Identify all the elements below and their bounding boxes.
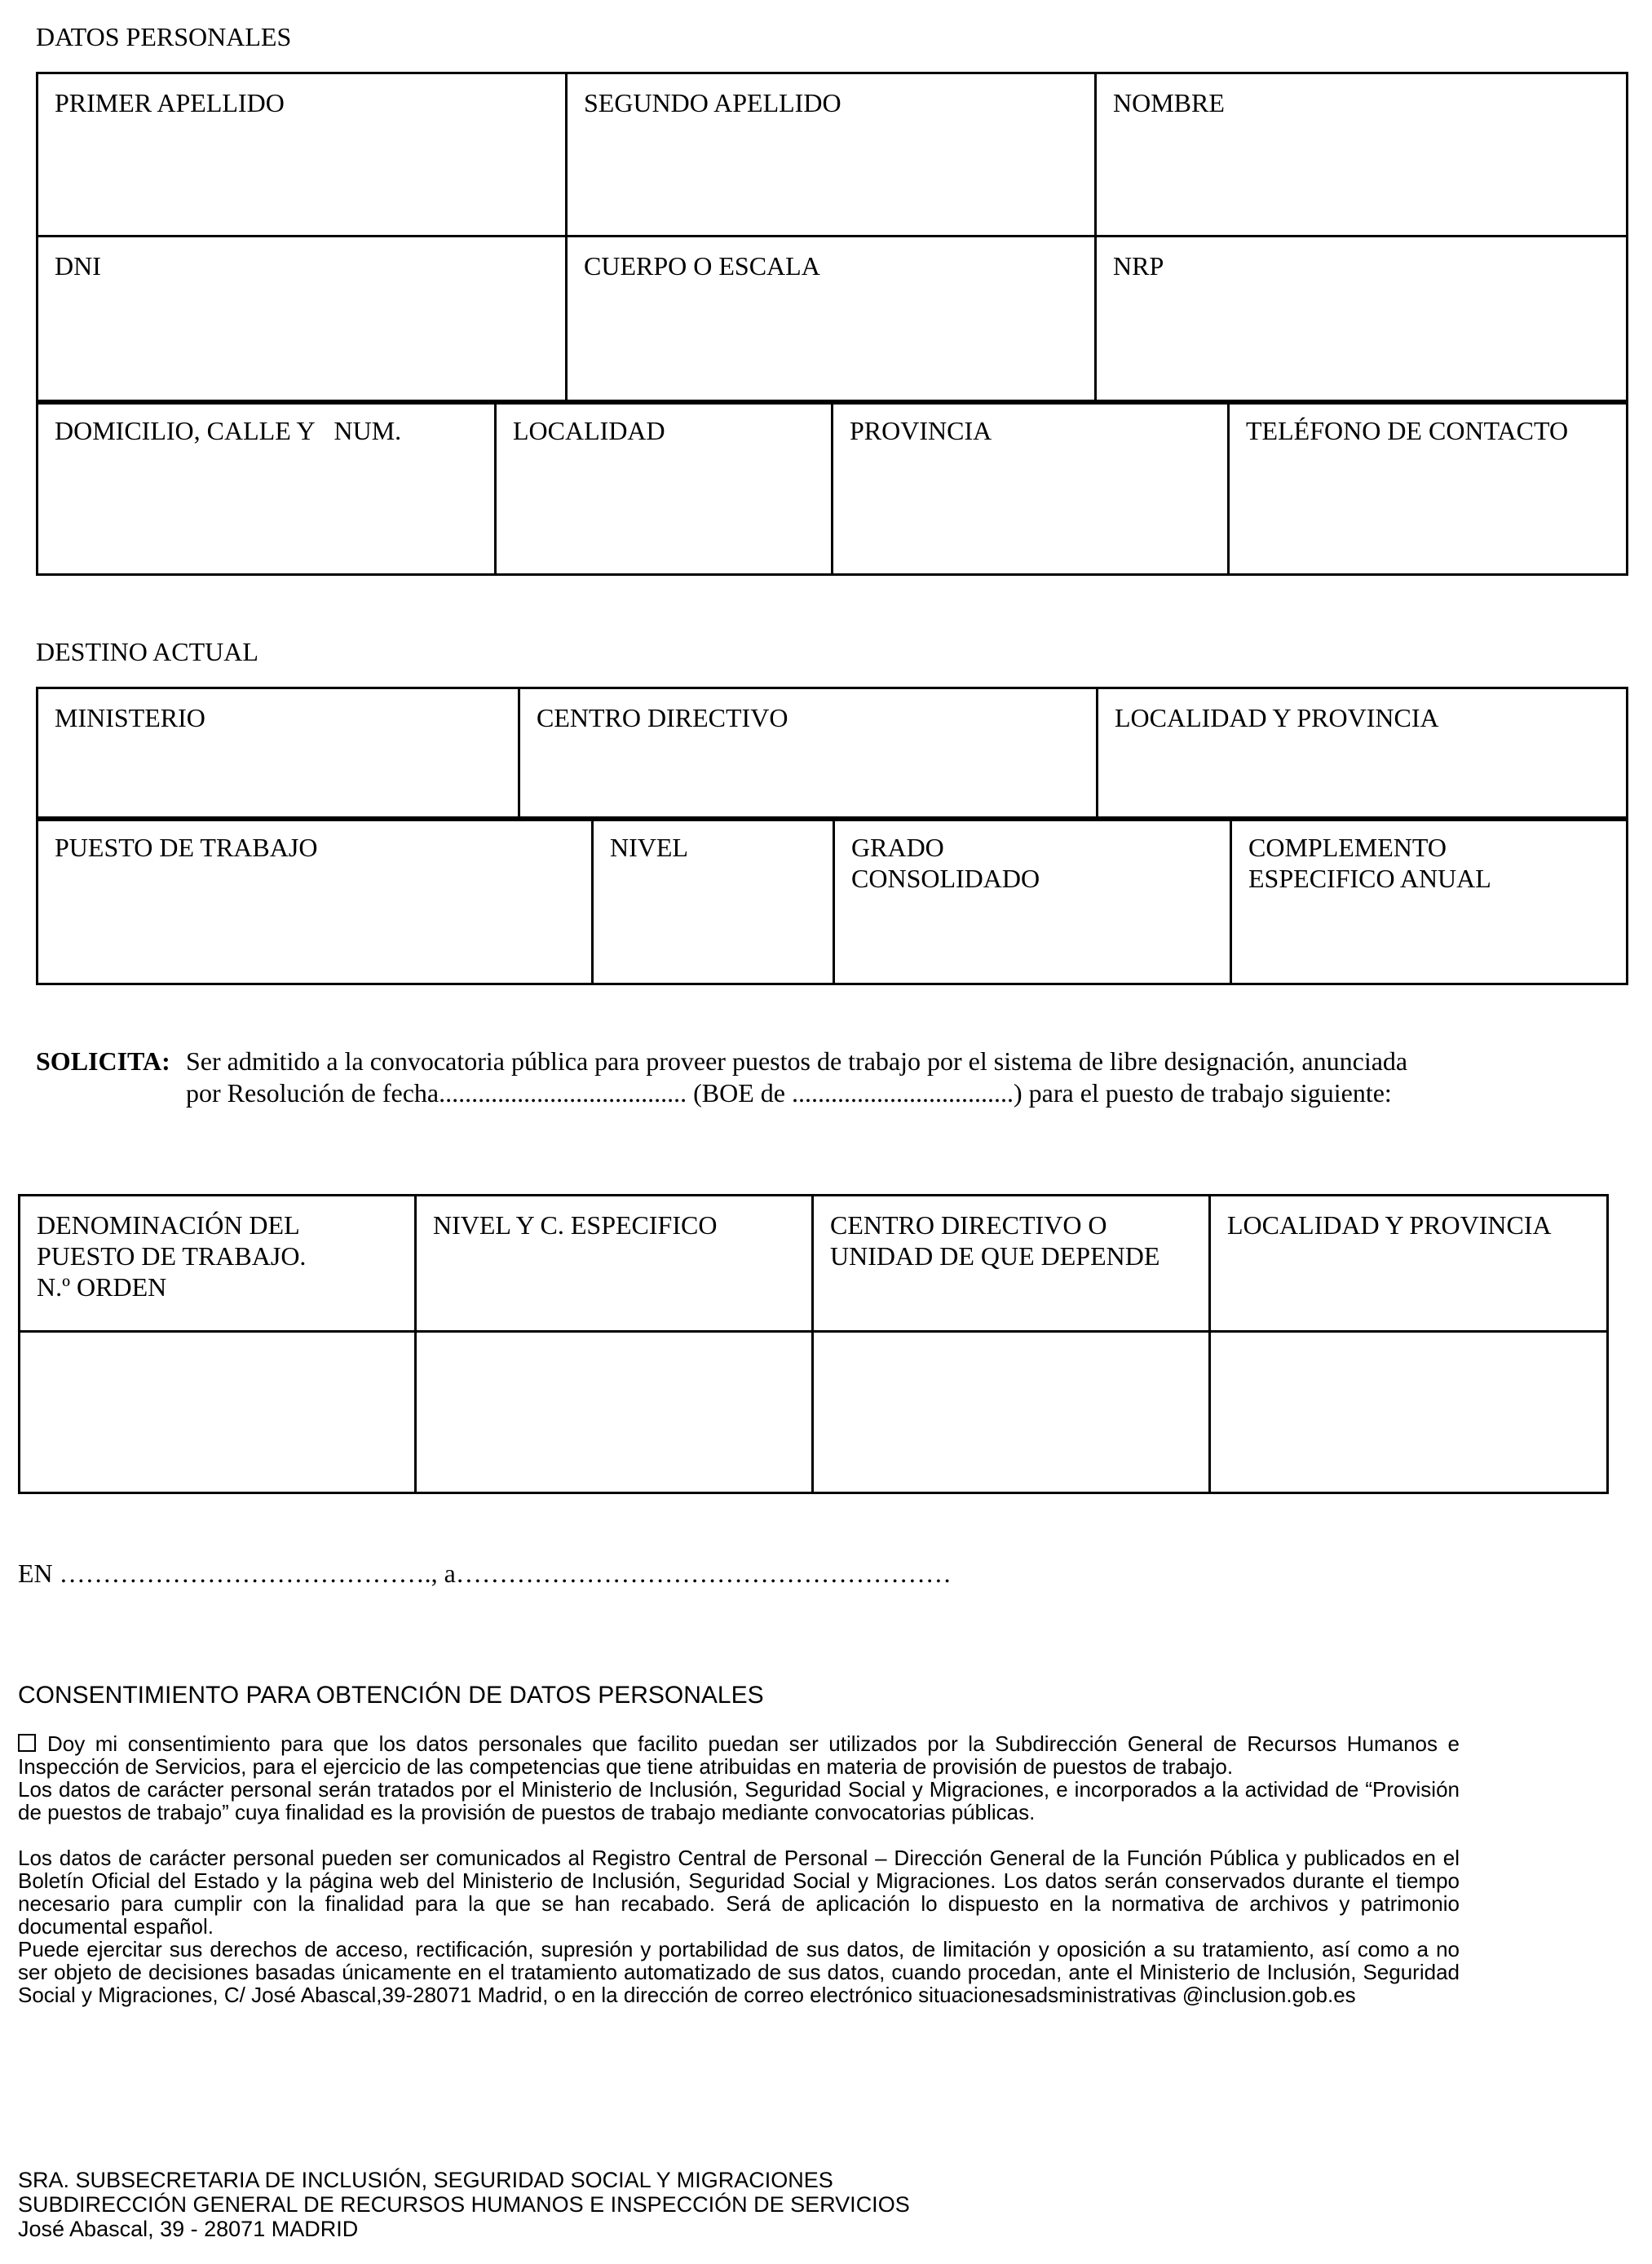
- consent-checkbox-text: Doy mi consentimiento para que los datos personales que facilito puedan ser utilizados por la Subdirección General de Recursos Humanos e Inspección de Servicios, para el ejercicio de las competencias que tiene atribuidas en materia de provisión de puestos de trabajo.: [18, 1731, 1460, 1779]
- field-label: PUESTO DE TRABAJO: [55, 833, 318, 862]
- input-denominacion[interactable]: [20, 1332, 416, 1493]
- header-localidad-provincia: [1210, 1196, 1608, 1332]
- field-label: NOMBRE: [1113, 88, 1225, 117]
- puesto-table: [18, 1194, 1609, 1494]
- input-localidad-provincia[interactable]: [1210, 1332, 1608, 1493]
- field-provincia[interactable]: [833, 401, 1229, 575]
- consent-title: CONSENTIMIENTO PARA OBTENCIÓN DE DATOS PERSONALES: [18, 1682, 764, 1709]
- input-centro-directivo[interactable]: [813, 1332, 1210, 1493]
- field-label: DNI: [55, 251, 101, 281]
- field-localidad-provincia[interactable]: [1098, 688, 1628, 820]
- field-label: CENTRO DIRECTIVO: [537, 703, 788, 732]
- solicita-line-1: Ser admitido a la convocatoria pública para proveer puestos de trabajo por el sistema de libre designación, anunciada: [186, 1046, 1408, 1076]
- place-date-line[interactable]: EN ……………………………………., a…………………………………………………: [18, 1559, 952, 1588]
- field-label: PRIMER APELLIDO: [55, 88, 285, 117]
- field-nivel[interactable]: [593, 818, 834, 984]
- field-complemento-especifico[interactable]: [1231, 818, 1628, 984]
- field-label-line: GRADO: [851, 833, 944, 862]
- field-primer-apellido[interactable]: [38, 73, 567, 237]
- input-nivel-especifico[interactable]: [416, 1332, 813, 1493]
- field-label-line: COMPLEMENTO: [1248, 833, 1447, 862]
- field-ministerio[interactable]: [38, 688, 519, 820]
- field-puesto-trabajo[interactable]: [38, 818, 593, 984]
- consent-paragraph-4: Puede ejercitar sus derechos de acceso, rectificación, supresión y portabilidad de sus datos, de limitación y oposición a su tratamiento, así como a no ser objeto de decisiones basadas únicamente en el tratamiento automatizado de sus datos, cuando procedan, ante el Ministerio de Inclusión, Seguridad Social y Migraciones, C/ José Abascal,39-28071 Madrid, o en la dirección de correo electrónico situacionesadsministrativas @inclusion.gob.es: [18, 1937, 1460, 2007]
- header-line: DENOMINACIÓN DEL: [37, 1210, 300, 1240]
- field-label: LOCALIDAD: [513, 416, 665, 445]
- solicita-line-2: por Resolución de fecha...................................... (BOE de ..................................) para el puesto de trabajo siguiente:: [186, 1078, 1392, 1108]
- field-label: NIVEL: [610, 833, 688, 862]
- field-nombre[interactable]: [1096, 73, 1628, 237]
- header-line: LOCALIDAD Y PROVINCIA: [1227, 1210, 1552, 1240]
- personal-table-b: [36, 400, 1628, 576]
- field-cuerpo-escala[interactable]: [567, 237, 1096, 404]
- footer-line: SRA. SUBSECRETARIA DE INCLUSIÓN, SEGURIDAD SOCIAL Y MIGRACIONES: [18, 2168, 833, 2192]
- solicita-label: SOLICITA:: [36, 1046, 170, 1076]
- consent-paragraph-3: Los datos de carácter personal pueden ser comunicados al Registro Central de Personal – Dirección General de la Función Pública y publicados en el Boletín Oficial del Estado y la página web del Ministerio de Inclusión, Seguridad Social y Migraciones. Los datos serán conservados durante el tiempo necesario para cumplir con la finalidad para la que se han recabado. Será de aplicación lo dispuesto en la normativa de archivos y patrimonio documental español.: [18, 1846, 1460, 1939]
- destino-table-a: [36, 687, 1628, 821]
- field-label: TELÉFONO DE CONTACTO: [1246, 416, 1569, 445]
- header-denominacion: [20, 1196, 416, 1332]
- footer-address: [18, 2168, 910, 2241]
- field-label: DOMICILIO, CALLE Y NUM.: [55, 416, 402, 445]
- field-localidad[interactable]: [496, 401, 833, 575]
- field-label: PROVINCIA: [850, 416, 992, 445]
- header-line: NIVEL Y C. ESPECIFICO: [433, 1210, 718, 1240]
- header-centro-directivo: [813, 1196, 1210, 1332]
- paragraph-spacer: [18, 1824, 1460, 1846]
- checkbox-icon[interactable]: [18, 1734, 36, 1752]
- field-centro-directivo[interactable]: [519, 688, 1098, 820]
- header-line: CENTRO DIRECTIVO O: [830, 1210, 1107, 1240]
- field-dni[interactable]: [38, 237, 567, 404]
- consent-paragraph-2: Los datos de carácter personal serán tratados por el Ministerio de Inclusión, Seguridad Social y Migraciones, e incorporados a la actividad de “Provisión de puestos de trabajo” cuya finalidad es la provisión de puestos de trabajo mediante convocatorias públicas.: [18, 1777, 1460, 1824]
- header-line: PUESTO DE TRABAJO.: [37, 1241, 307, 1271]
- header-nivel-especifico: [416, 1196, 813, 1332]
- field-telefono[interactable]: [1229, 401, 1628, 575]
- field-label: CUERPO O ESCALA: [584, 251, 820, 281]
- field-segundo-apellido[interactable]: [567, 73, 1096, 237]
- field-label-line: ESPECIFICO ANUAL: [1248, 864, 1491, 893]
- destino-table-b: [36, 816, 1628, 985]
- section-heading-datos-personales: DATOS PERSONALES: [36, 22, 292, 51]
- footer-line: José Abascal, 39 - 28071 MADRID: [18, 2217, 359, 2241]
- field-nrp[interactable]: [1096, 237, 1628, 404]
- field-grado-consolidado[interactable]: [834, 818, 1231, 984]
- header-line: N.º ORDEN: [37, 1272, 167, 1302]
- footer-line: SUBDIRECCIÓN GENERAL DE RECURSOS HUMANOS E INSPECCIÓN DE SERVICIOS: [18, 2192, 910, 2217]
- consent-checkbox-row: [18, 1732, 1460, 1778]
- field-label: SEGUNDO APELLIDO: [584, 88, 841, 117]
- field-label: NRP: [1113, 251, 1164, 281]
- field-label: LOCALIDAD Y PROVINCIA: [1115, 703, 1439, 732]
- consent-block: [18, 1732, 1460, 2006]
- field-label-line: CONSOLIDADO: [851, 864, 1040, 893]
- field-label: MINISTERIO: [55, 703, 205, 732]
- header-line: UNIDAD DE QUE DEPENDE: [830, 1241, 1160, 1271]
- section-heading-destino-actual: DESTINO ACTUAL: [36, 637, 258, 666]
- field-domicilio[interactable]: [38, 401, 496, 575]
- personal-table-a: [36, 72, 1628, 405]
